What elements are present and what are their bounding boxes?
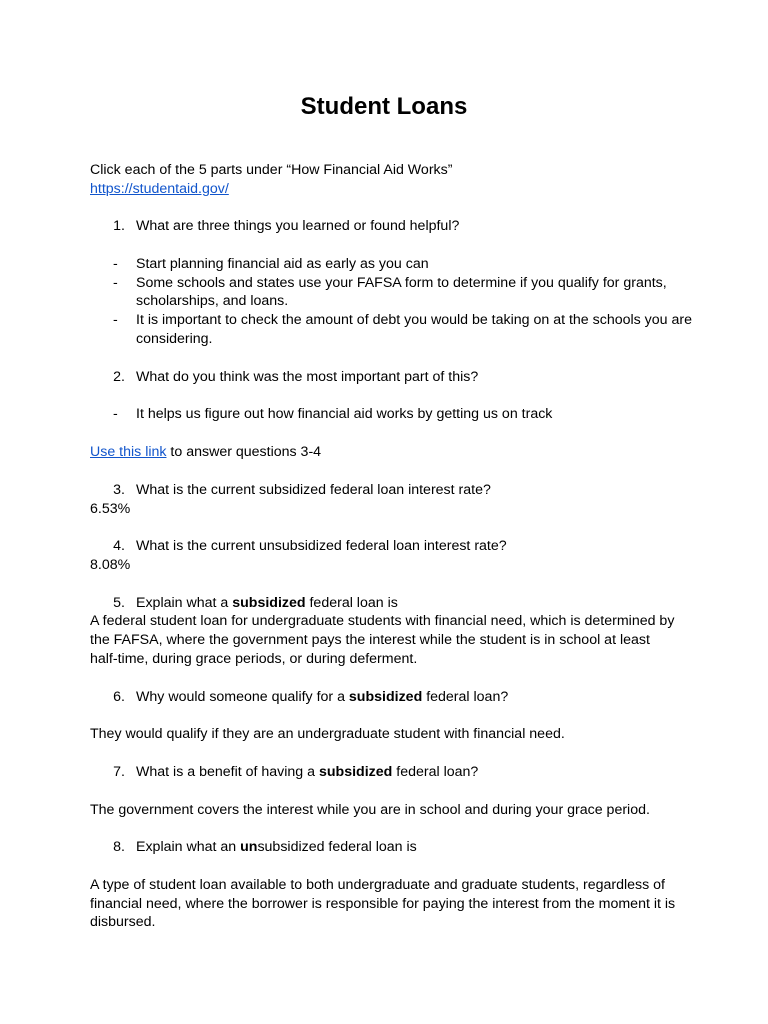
intro-text: Click each of the 5 parts under “How Financial Aid Works” (90, 162, 453, 178)
question-7-number: 7. (113, 764, 125, 780)
question-7-text (136, 763, 478, 782)
question-8-pre: Explain what an (136, 839, 241, 855)
question-6-post: federal loan? (422, 689, 509, 705)
question-7-bold: subsidized (318, 764, 393, 780)
link-instruction-rest: to answer questions 3-4 (166, 444, 322, 460)
bullet-dash: - (113, 275, 118, 291)
question-5-pre: Explain what a (136, 595, 233, 611)
question-6-pre: Why would someone qualify for a (136, 689, 349, 705)
answer-4: 8.08% (90, 557, 131, 573)
question-5-text (136, 594, 398, 613)
answer-6: They would qualify if they are an undergraduate student with financial need. (90, 726, 565, 742)
link-instruction (90, 443, 321, 462)
question-7-pre: What is a benefit of having a (136, 764, 319, 780)
question-5-number: 5. (113, 595, 125, 611)
answer-2: It helps us figure out how financial aid works by getting us on track (136, 406, 553, 422)
bullet-dash: - (113, 312, 118, 328)
answer-1b-line-2: scholarships, and loans. (136, 293, 289, 309)
answer-5-line-2: the FAFSA, where the government pays the interest while the student is in school at least (90, 632, 650, 648)
question-6-bold: subsidized (348, 689, 423, 705)
question-8-post: subsidized federal loan is (257, 839, 417, 855)
question-1-text: What are three things you learned or found helpful? (136, 218, 460, 234)
answer-5-line-3: half-time, during grace periods, or during deferment. (90, 651, 418, 667)
answer-1b-line-1: Some schools and states use your FAFSA form to determine if you qualify for grants, (136, 275, 667, 291)
answer-1c-line-1: It is important to check the amount of debt you would be taking on at the schools you are (136, 312, 693, 328)
answer-1c-line-2: considering. (136, 331, 213, 347)
use-this-link[interactable]: Use this link (90, 444, 167, 460)
bullet-dash: - (113, 406, 118, 422)
answer-5-line-1: A federal student loan for undergraduate students with financial need, which is determined by (90, 613, 675, 629)
question-6-text (136, 688, 508, 707)
question-5-bold: subsidized (232, 595, 306, 611)
answer-3: 6.53% (90, 501, 131, 517)
answer-7: The government covers the interest while you are in school and during your grace period. (90, 802, 650, 818)
answer-8-line-3: disbursed. (90, 914, 156, 930)
question-7-post: federal loan? (392, 764, 479, 780)
bullet-dash: - (113, 256, 118, 272)
answer-1a: Start planning financial aid as early as you can (136, 256, 429, 272)
question-3-text: What is the current subsidized federal loan interest rate? (136, 482, 491, 498)
question-4-number: 4. (113, 538, 125, 554)
question-4-text: What is the current unsubsidized federal loan interest rate? (136, 538, 507, 554)
question-3-number: 3. (113, 482, 125, 498)
question-8-number: 8. (113, 839, 125, 855)
question-5-post: federal loan is (305, 595, 398, 611)
answer-8-line-1: A type of student loan available to both undergraduate and graduate students, regardless of (90, 877, 666, 893)
question-8-text (136, 838, 417, 857)
question-2-text: What do you think was the most important part of this? (136, 369, 479, 385)
question-6-number: 6. (113, 689, 125, 705)
answer-8-line-2: financial need, where the borrower is responsible for paying the interest from the moment it is (90, 896, 676, 912)
question-1-number: 1. (113, 218, 125, 234)
question-8-bold: un (240, 839, 258, 855)
studentaid-link[interactable]: https://studentaid.gov/ (90, 181, 229, 197)
question-2-number: 2. (113, 369, 125, 385)
page-title: Student Loans (300, 93, 468, 120)
